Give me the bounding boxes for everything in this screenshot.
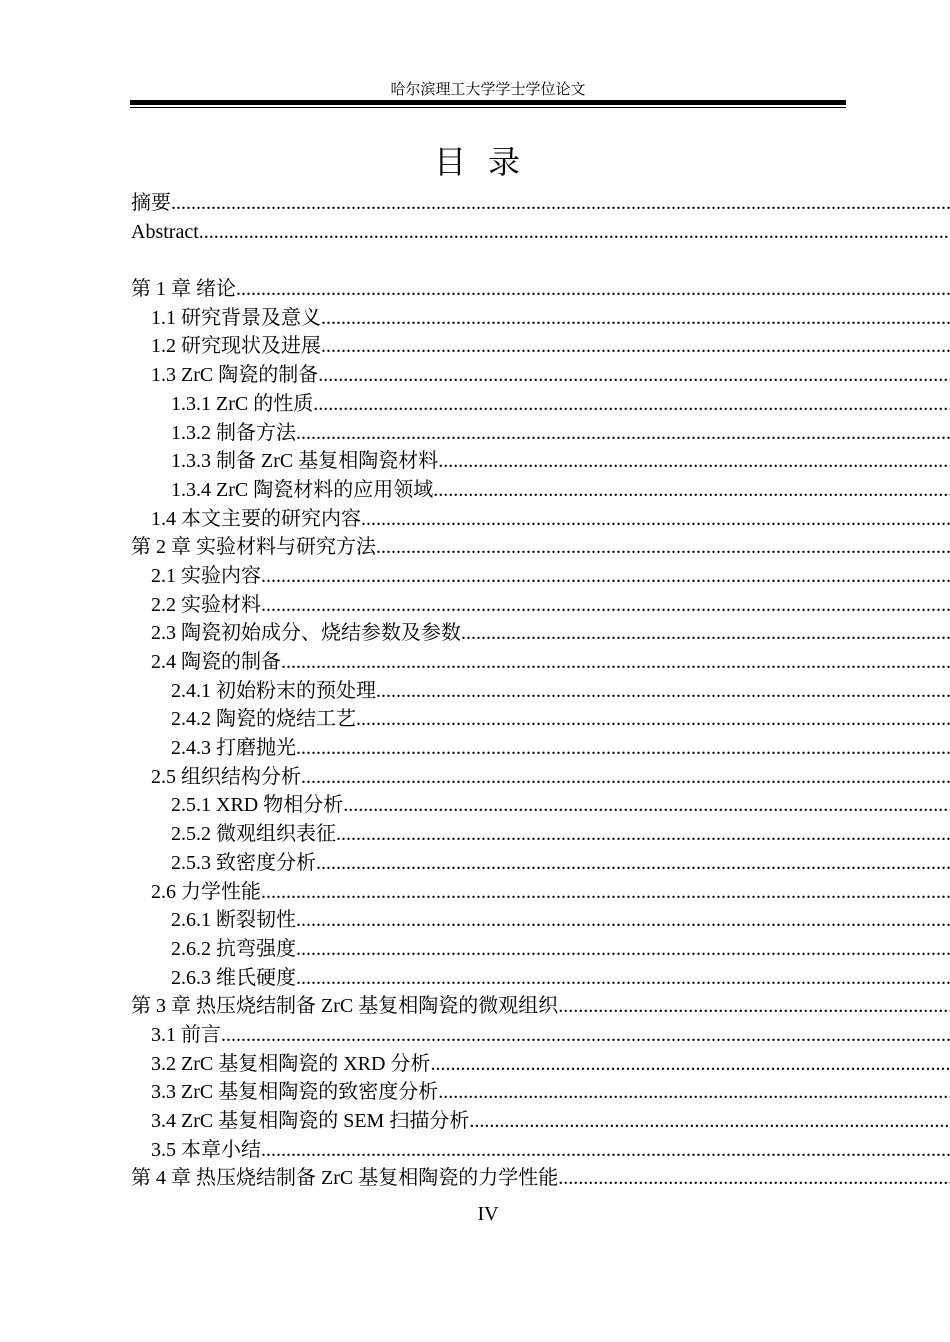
- toc-dot-leader: [558, 1164, 950, 1193]
- toc-entry[interactable]: [131, 935, 950, 964]
- toc-entry-label: 3.1 前言: [151, 1023, 221, 1046]
- toc-dot-leader: [356, 705, 950, 734]
- toc-dot-leader: [296, 734, 950, 763]
- toc-entry-label: 第 1 章 绪论: [131, 278, 236, 301]
- toc-entry-label: 1.2 研究现状及进展: [151, 335, 321, 358]
- toc-entry-label: 2.5.1 XRD 物相分析: [171, 794, 344, 817]
- toc-entry-label: 2.6.3 维氏硬度: [171, 966, 296, 989]
- toc-dot-leader: [376, 677, 950, 706]
- toc-dot-leader: [321, 332, 950, 361]
- toc-entry[interactable]: [131, 1078, 950, 1107]
- toc-entry-label: 1.3 ZrC 陶瓷的制备: [151, 364, 319, 387]
- toc-dot-leader: [316, 849, 950, 878]
- toc-entry-label: 2.6.2 抗弯强度: [171, 937, 296, 960]
- toc-entry[interactable]: [131, 562, 950, 591]
- toc-dot-leader: [301, 763, 950, 792]
- toc-entry-label: 2.4.3 打磨抛光: [171, 737, 296, 760]
- toc-entry[interactable]: [131, 705, 950, 734]
- toc-entry[interactable]: [131, 878, 950, 907]
- toc-entry[interactable]: [131, 332, 950, 361]
- toc-entry-label: 2.5 组织结构分析: [151, 765, 301, 788]
- toc-entry-label: 1.3.4 ZrC 陶瓷材料的应用领域: [171, 478, 434, 501]
- toc-entry[interactable]: [131, 419, 950, 448]
- toc-entry[interactable]: [131, 533, 950, 562]
- toc-dot-leader: [433, 476, 950, 505]
- toc-entry-label: 2.6 力学性能: [151, 880, 261, 903]
- running-header: 哈尔滨理工大学学士学位论文: [390, 82, 586, 98]
- toc-dot-leader: [199, 218, 950, 247]
- toc-entry[interactable]: [131, 390, 950, 419]
- toc-entry-label: 2.5.3 致密度分析: [171, 851, 316, 874]
- toc-entry-label: 3.2 ZrC 基复相陶瓷的 XRD 分析: [151, 1052, 431, 1075]
- toc-entry-label: 摘要: [131, 192, 171, 214]
- toc-entry[interactable]: [131, 218, 950, 247]
- toc-entry-label: 2.6.1 断裂韧性: [171, 909, 296, 932]
- toc-dot-leader: [261, 1136, 950, 1165]
- toc-entry[interactable]: [131, 275, 950, 304]
- toc-entry-label: 3.3 ZrC 基复相陶瓷的致密度分析: [151, 1081, 439, 1104]
- toc-entry-label: 2.4.2 陶瓷的烧结工艺: [171, 708, 356, 731]
- toc-entry[interactable]: [131, 619, 950, 648]
- toc-entry[interactable]: [131, 1021, 950, 1050]
- toc-entry-label: 2.1 实验内容: [151, 564, 261, 587]
- toc-entry-label: 2.4.1 初始粉末的预处理: [171, 679, 376, 702]
- toc-dot-leader: [221, 1021, 950, 1050]
- toc-entry[interactable]: [131, 849, 950, 878]
- toc-dot-leader: [461, 619, 950, 648]
- toc-entry[interactable]: [131, 476, 950, 505]
- toc-entry-label: 2.5.2 微观组织表征: [171, 823, 336, 846]
- toc-entry[interactable]: [131, 1164, 950, 1193]
- toc-entry-label: 2.2 实验材料: [151, 593, 261, 616]
- toc-dot-leader: [261, 878, 950, 907]
- toc-entry[interactable]: [131, 361, 950, 390]
- toc-entry[interactable]: [131, 791, 950, 820]
- toc-entry[interactable]: [131, 734, 950, 763]
- toc-entry-label: 3.4 ZrC 基复相陶瓷的 SEM 扫描分析: [151, 1110, 470, 1132]
- toc-entry[interactable]: [131, 1050, 950, 1079]
- toc-dot-leader: [430, 1050, 950, 1079]
- header-rule-thick: [130, 100, 846, 105]
- toc-dot-leader: [236, 275, 950, 304]
- header-rule-thin: [130, 107, 846, 108]
- toc-entry-label: 1.3.1 ZrC 的性质: [171, 392, 314, 415]
- toc-entry-label: 第 4 章 热压烧结制备 ZrC 基复相陶瓷的力学性能: [131, 1167, 559, 1190]
- toc-dot-leader: [469, 1107, 950, 1136]
- toc-entry[interactable]: [131, 992, 950, 1021]
- toc-dot-leader: [361, 505, 950, 534]
- toc-dot-leader: [558, 992, 950, 1021]
- toc-dot-leader: [296, 935, 950, 964]
- toc-entry[interactable]: [131, 906, 950, 935]
- toc-dot-leader: [336, 820, 950, 849]
- toc-entry[interactable]: [131, 591, 950, 620]
- toc-dot-leader: [261, 591, 950, 620]
- toc-entry-label: 1.4 本文主要的研究内容: [151, 507, 361, 530]
- toc-entry-label: 第 3 章 热压烧结制备 ZrC 基复相陶瓷的微观组织: [131, 995, 559, 1018]
- toc-dot-leader: [343, 791, 950, 820]
- toc-entry[interactable]: [131, 189, 950, 218]
- toc-dot-leader: [296, 964, 950, 993]
- toc-entry[interactable]: [131, 505, 950, 534]
- page-number: IV: [477, 1203, 499, 1225]
- toc-entry[interactable]: [131, 964, 950, 993]
- toc-entry-label: 1.3.3 制备 ZrC 基复相陶瓷材料: [171, 450, 439, 473]
- toc-title: 目录: [433, 143, 542, 181]
- toc-entry[interactable]: [131, 820, 950, 849]
- toc-entry-label: 1.3.2 制备方法: [171, 421, 296, 444]
- toc-entry[interactable]: [131, 1107, 950, 1136]
- toc-dot-leader: [376, 533, 950, 562]
- toc-dot-leader: [261, 562, 950, 591]
- toc-dot-leader: [296, 906, 950, 935]
- toc-entry-label: Abstract: [131, 220, 199, 243]
- toc-dot-leader: [318, 361, 950, 390]
- toc-dot-leader: [171, 189, 950, 218]
- table-of-contents: [131, 189, 950, 1193]
- toc-entry-label: 2.3 陶瓷初始成分、烧结参数及参数: [151, 622, 461, 645]
- toc-dot-leader: [281, 648, 950, 677]
- toc-dot-leader: [438, 1078, 950, 1107]
- toc-entry-label: 第 2 章 实验材料与研究方法: [131, 536, 376, 559]
- toc-entry[interactable]: [131, 677, 950, 706]
- toc-dot-leader: [438, 447, 950, 476]
- toc-entry[interactable]: [131, 304, 950, 333]
- toc-entry[interactable]: [131, 763, 950, 792]
- toc-dot-leader: [321, 304, 950, 333]
- toc-dot-leader: [296, 419, 950, 448]
- toc-entry-label: 1.1 研究背景及意义: [151, 306, 321, 329]
- toc-entry[interactable]: [131, 648, 950, 677]
- toc-entry-label: 3.5 本章小结: [151, 1138, 261, 1161]
- toc-dot-leader: [313, 390, 950, 419]
- toc-entry-label: 2.4 陶瓷的制备: [151, 651, 281, 673]
- toc-entry[interactable]: [131, 447, 950, 476]
- toc-entry[interactable]: [131, 1136, 950, 1165]
